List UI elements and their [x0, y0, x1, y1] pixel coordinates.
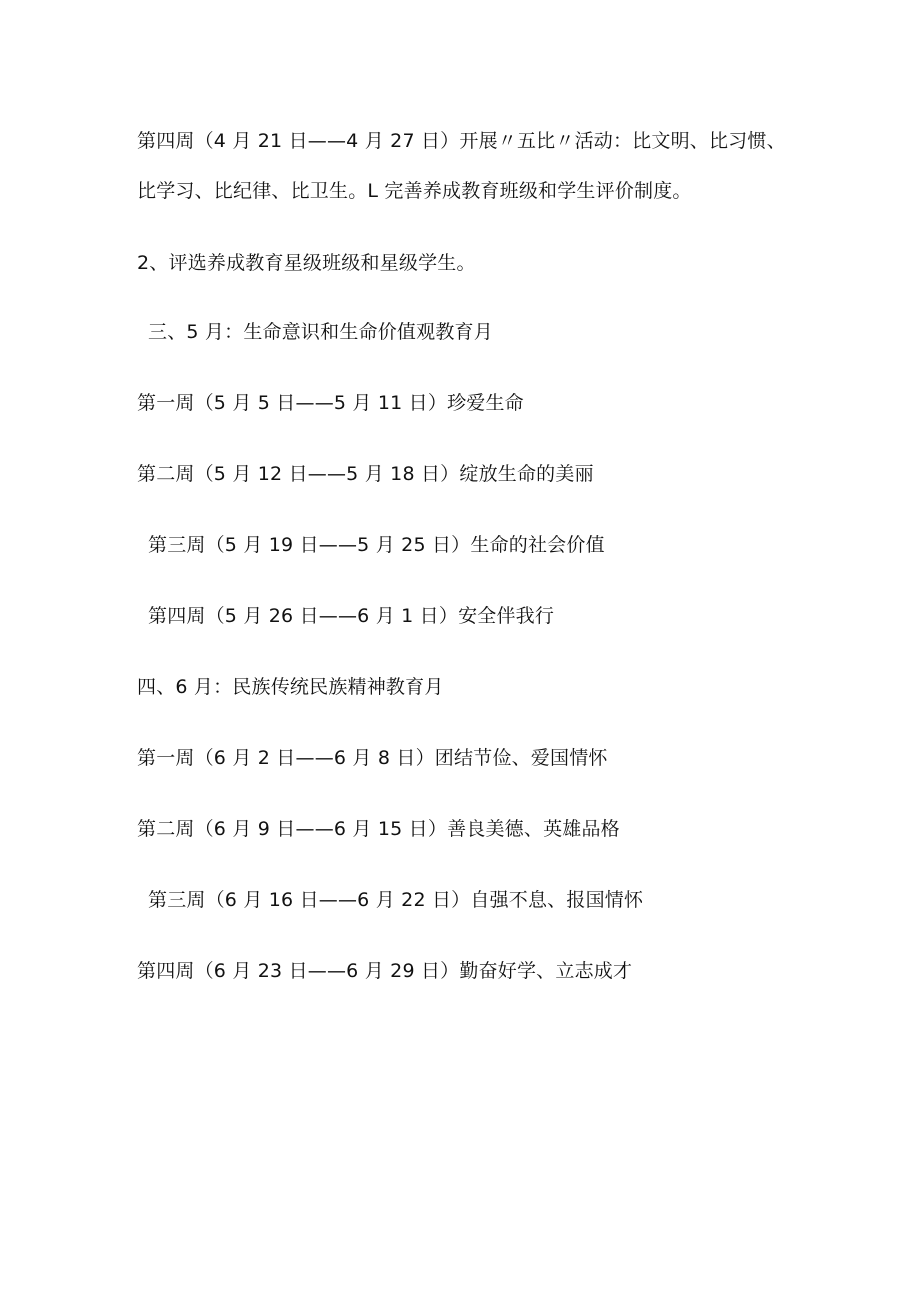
week-item: 第三周（6 月 16 日——6 月 22 日）自强不息、报国情怀	[148, 889, 644, 911]
section-heading: 三、5 月：生命意识和生命价值观教育月	[148, 321, 493, 343]
paragraph-line: 第四周（4 月 21 日——4 月 27 日）开展〃五比〃活动：比文明、比习惯、	[137, 130, 786, 152]
paragraph-line: 2、评选养成教育星级班级和星级学生。	[137, 252, 476, 274]
paragraph-line: 比学习、比纪律、比卫生。L 完善养成教育班级和学生评价制度。	[137, 180, 692, 202]
week-item: 第一周（5 月 5 日——5 月 11 日）珍爱生命	[137, 392, 524, 414]
week-item: 第二周（5 月 12 日——5 月 18 日）绽放生命的美丽	[137, 463, 594, 485]
week-item: 第四周（6 月 23 日——6 月 29 日）勤奋好学、立志成才	[137, 960, 633, 982]
section-heading: 四、6 月：民族传统民族精神教育月	[137, 676, 444, 698]
week-item: 第四周（5 月 26 日——6 月 1 日）安全伴我行	[148, 605, 555, 627]
week-item: 第一周（6 月 2 日——6 月 8 日）团结节俭、爱国情怀	[137, 747, 608, 769]
week-item: 第二周（6 月 9 日——6 月 15 日）善良美德、英雄品格	[137, 818, 620, 840]
week-item: 第三周（5 月 19 日——5 月 25 日）生命的社会价值	[148, 534, 605, 556]
